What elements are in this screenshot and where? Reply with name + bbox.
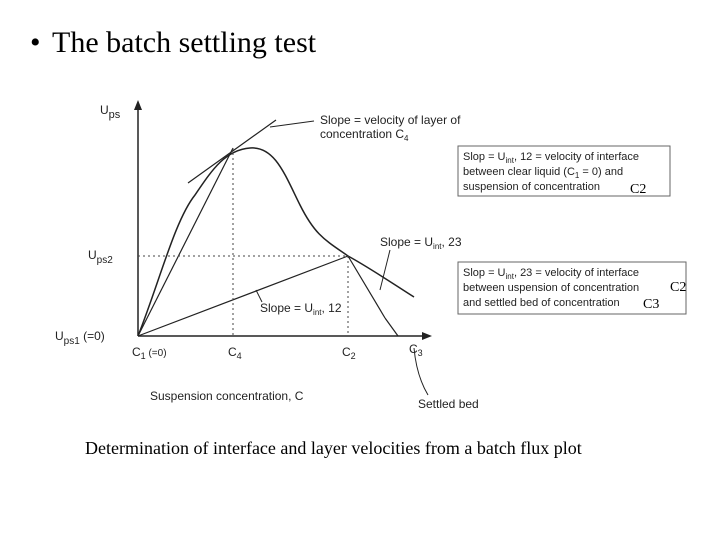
x-axis-arrow <box>422 332 432 340</box>
figure-caption: Determination of interface and layer velocities from a batch flux plot <box>85 438 582 458</box>
chord-c1-c2 <box>138 256 348 336</box>
tick-c1: $C_1$ $^{(=0)}$ <box>132 345 167 361</box>
box2-c3-label: C3 <box>643 297 660 312</box>
box1-c2-label: C2 <box>630 182 647 197</box>
chord-c2-c3-ext <box>385 318 398 336</box>
box2-line1: Slop = $U_{int}$, 23 = velocity of interface <box>463 267 639 281</box>
slope-u23-annotation: Slope = $U_{int}$, 23 <box>380 235 462 251</box>
y-axis-arrow <box>134 100 142 110</box>
chord-c1-c4 <box>138 148 233 336</box>
x-axis-label: Suspension concentration, C <box>150 389 304 403</box>
y-axis-label: Ups <box>100 103 121 121</box>
box1-line3: suspension of concentration <box>463 181 600 193</box>
box2-line3: and settled bed of concentration <box>463 297 620 309</box>
tick-c2: $C_2$ <box>342 345 356 361</box>
slide-title-text: The batch settling test <box>52 26 317 59</box>
box1-line1: Slop = $U_{int}$, 12 = velocity of interface <box>463 151 639 165</box>
chord-c2-c3 <box>348 256 385 318</box>
tick-c3: $C_3$ <box>409 342 423 358</box>
slope-c4-annotation-line1: Slope = velocity of layer of <box>320 113 461 127</box>
tick-c4: $C_4$ <box>228 345 242 361</box>
box1-line2: between clear liquid $(C_1 = 0)$ and <box>463 166 624 180</box>
box2-c2-label: C2 <box>670 280 687 295</box>
box2-line2: between uspension of concentration <box>463 282 640 294</box>
bullet-icon: • <box>30 26 41 59</box>
leader-slope-u23 <box>380 250 390 290</box>
ups1-label: $U_{ps1}$ (=0) <box>55 329 105 347</box>
ups2-label: $U_{ps2}$ <box>88 248 113 266</box>
leader-slope-c4 <box>270 121 314 127</box>
slope-c4-annotation-line2: concentration $C_4$ <box>320 127 409 143</box>
tangent-c4 <box>188 120 276 183</box>
slope-u12-annotation: Slope = $U_{int}$, 12 <box>260 301 342 317</box>
settled-bed-label: Settled bed <box>418 397 479 411</box>
